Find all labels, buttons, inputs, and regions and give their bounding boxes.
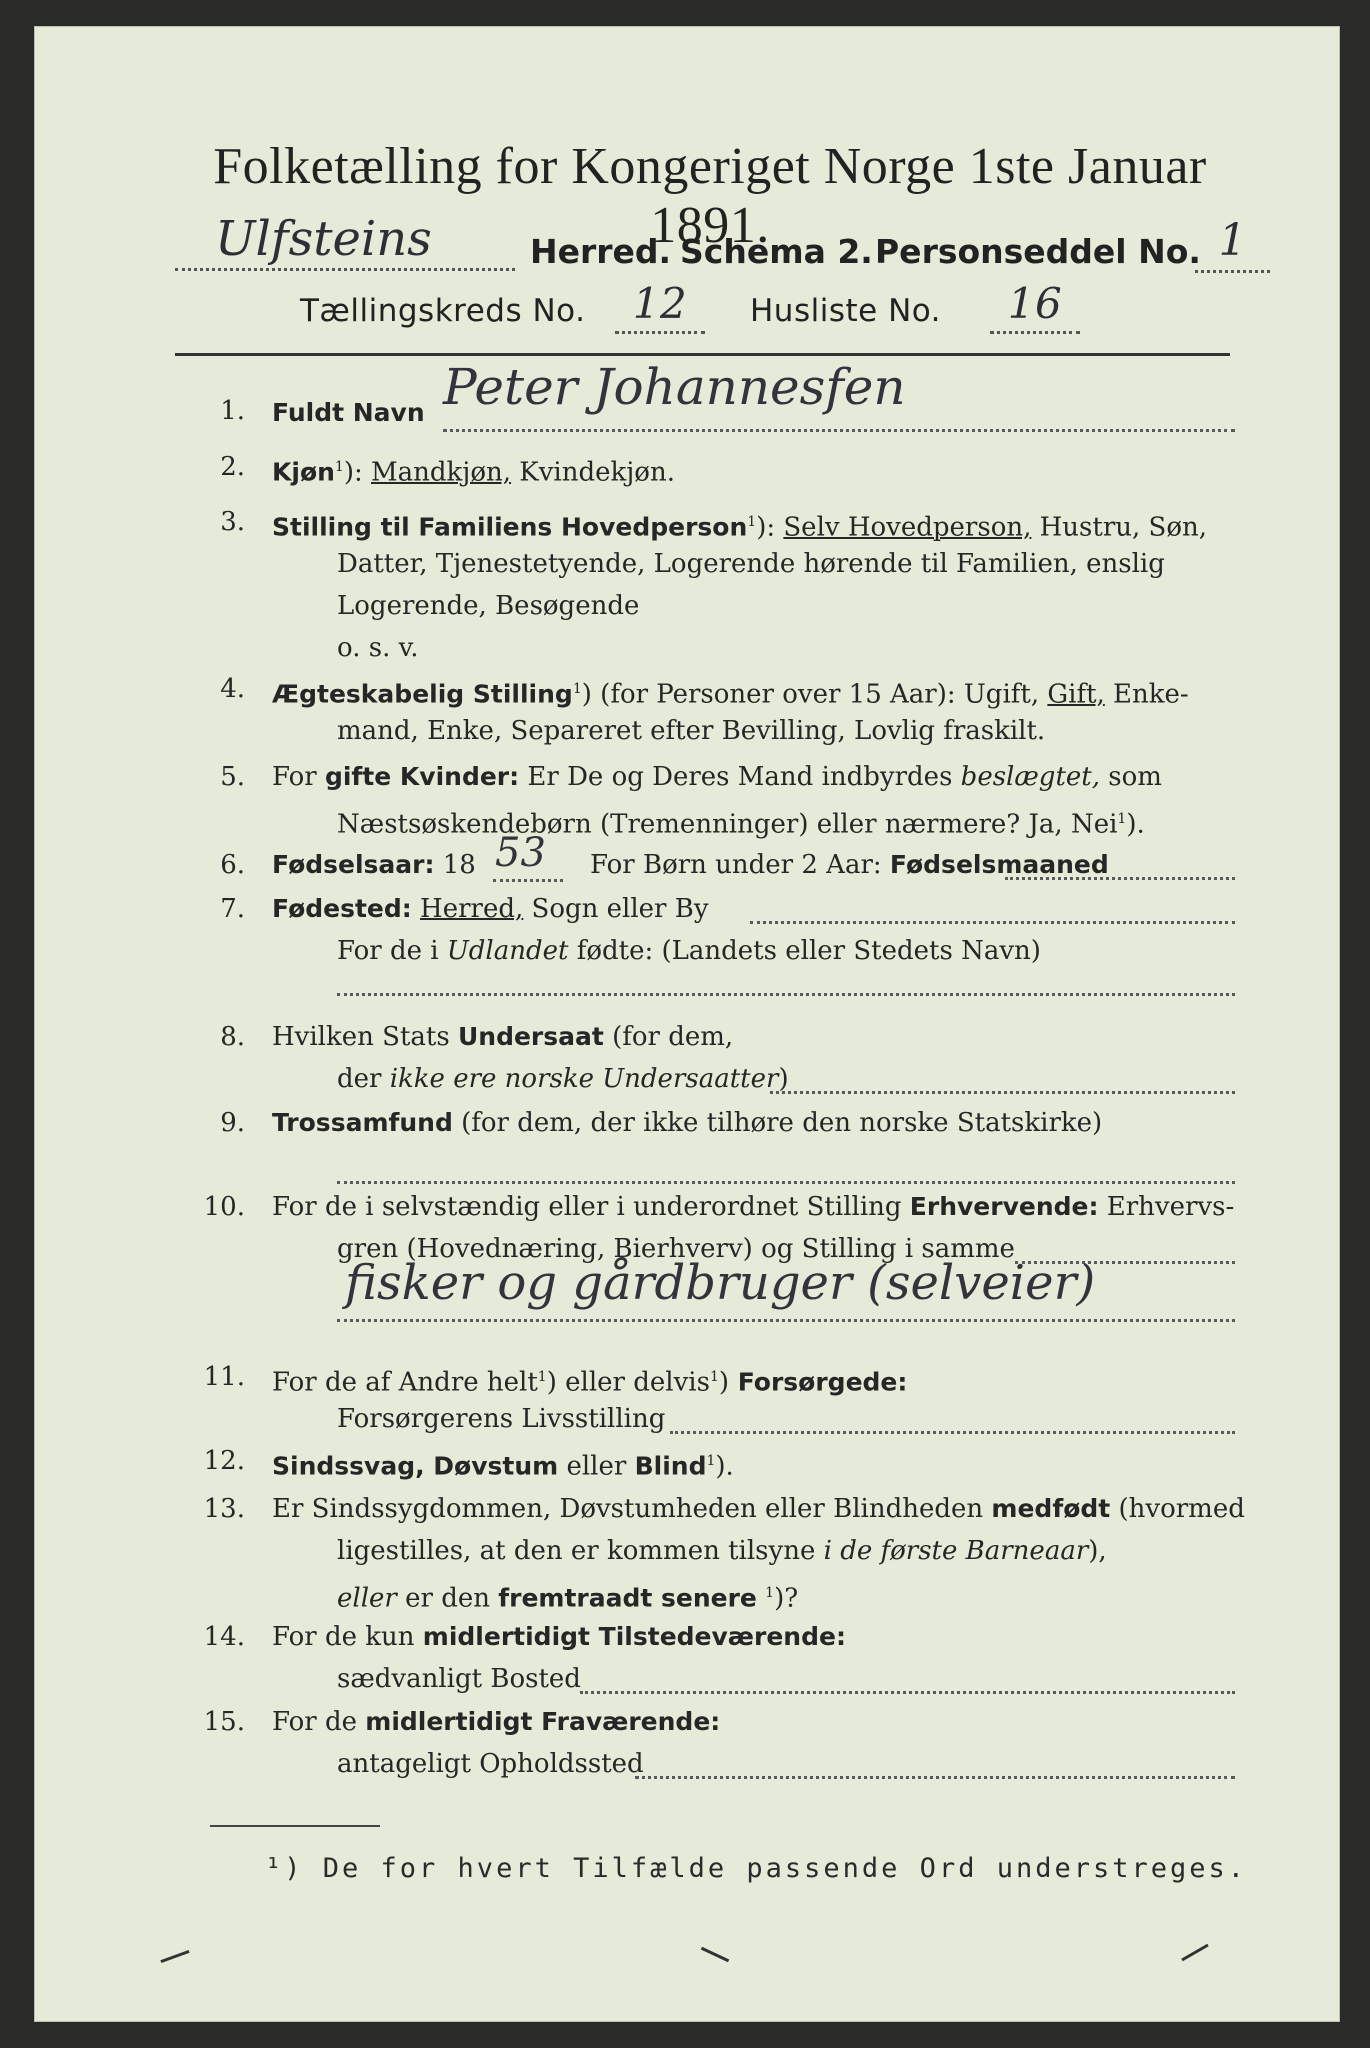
text: Sogn eller By (523, 894, 709, 924)
item-3-family-position: 3. Stilling til Familiens Hovedperson$^1$): Selv Hovedperson, Hustru, Søn, Datter, Tjenestetyende, Logerende hørende til Familien, enslig Logerende, Besøgende o. s. v. (175, 502, 1235, 672)
item-number: 5. (220, 762, 245, 792)
field-label: medfødt (991, 1494, 1111, 1523)
item-1-full-name (175, 358, 1235, 435)
text: eller delvis (556, 1367, 710, 1398)
item-4-marital-status: 4. Ægteskabelig Stilling$^1$) (for Personer over 15 Aar): Ugift, Gift, Enke- mand, Enke, Separeret efter Bevilling, Lovlig fraskilt. (175, 669, 1235, 759)
field-label: Undersaat (457, 1022, 604, 1051)
field-label: Blind (634, 1451, 707, 1481)
marital-options-line2: mand, Enke, Separeret efter Bevilling, Lovlig fraskilt. (337, 716, 1046, 746)
text: (for dem, (603, 1022, 734, 1052)
personseddel-label: Personseddel No. (875, 232, 1201, 271)
italic-text: Udlandet (446, 936, 569, 966)
supporter-line: Forsørgerens Livsstilling (337, 1404, 666, 1434)
text: For de i (337, 936, 447, 966)
item-number: 6. (220, 850, 245, 880)
text: For de i selvstændig eller i underordnet Stilling (272, 1192, 910, 1222)
footnote: ¹) De for hvert Tilfælde passende Ord understreges. (265, 1853, 1248, 1884)
corner-mark (1181, 1944, 1208, 1962)
gender-male-underlined: Mandkjøn, (371, 457, 512, 488)
text: er den (396, 1583, 499, 1614)
item-number: 10. (203, 1192, 245, 1222)
text: For de af Andre helt (272, 1367, 538, 1398)
field-label: midlertidigt Tilstedeværende: (422, 1622, 846, 1651)
header-rule (175, 353, 1230, 356)
item-number: 3. (220, 507, 245, 537)
dotted-fill (670, 1431, 1235, 1434)
text: ligestilles, at den er kommen tilsyne (337, 1536, 824, 1566)
husliste-no: 16 (990, 277, 1080, 334)
item-number: 11. (203, 1362, 245, 1392)
field-label: Fuldt Navn (272, 398, 425, 427)
herred-name: Ulfsteins (175, 210, 515, 271)
item-13-congenital: 13. Er Sindssygdommen, Døvstumheden eller Blindheden medfødt (hvormed ligestilles, at den er kommen tilsyne i de første Barneaar), eller er den fremtraadt senere $^1$)? (175, 1489, 1235, 1619)
dotted-fill (493, 879, 563, 882)
birth-year-prefix: 18 (434, 850, 476, 880)
dotted-fill (337, 1319, 1235, 1322)
item-15-temporary-absent (175, 1702, 1235, 1792)
field-label: fremtraadt senere (498, 1583, 757, 1613)
item-number: 15. (203, 1707, 245, 1737)
text: (for dem, der ikke tilhøre den norske Statskirke) (452, 1108, 1103, 1138)
italic-text: eller (337, 1583, 397, 1614)
text: Er De og Deres Mand indbyrdes (519, 762, 961, 792)
item-2-gender: 2. Kjøn$^1$): Mandkjøn, Kvindekjøn. (175, 447, 1235, 491)
form-title: Folketælling for Kongeriget Norge 1ste Januar 1891. (213, 138, 1207, 254)
item-number: 1. (220, 396, 245, 426)
field-label: Forsørgede: (729, 1367, 908, 1397)
text: Er Sindssygdommen, Døvstumheden eller Blindheden (272, 1494, 992, 1524)
field-label: Fødselsmaaned (889, 850, 1109, 879)
item-number: 13. (203, 1494, 245, 1524)
item-7-birthplace (175, 889, 1235, 1014)
item-number: 14. (203, 1622, 245, 1652)
dotted-fill (635, 1776, 1235, 1779)
item-14-temporary-present (175, 1617, 1235, 1707)
item-number: 12. (203, 1446, 245, 1476)
position-underlined: Selv Hovedperson, (783, 512, 1032, 543)
position-options-line4: o. s. v. (337, 633, 419, 663)
schema-label: Schema 2. (680, 232, 873, 271)
birth-year-value: 53 (495, 830, 546, 876)
stay-line: antageligt Opholdssted (337, 1749, 644, 1779)
birthplace-underlined: Herred, (420, 894, 524, 924)
item-9-religion (175, 1103, 1235, 1193)
taellingskreds-line (300, 279, 1200, 337)
item-number: 7. (220, 894, 245, 924)
dotted-fill (770, 1091, 1235, 1094)
field-label: Fødselsaar: (272, 850, 435, 879)
item-8-citizenship: 8. Hvilken Stats Undersaat (for dem, der ikke ere norske Undersaatter) (175, 1017, 1235, 1107)
field-label: Fødested: (272, 894, 412, 923)
dotted-fill (1005, 877, 1235, 880)
corner-mark (701, 1947, 729, 1962)
position-options-line3: Logerende, Besøgende (337, 591, 640, 621)
census-form-sheet (34, 26, 1340, 2022)
position-options: Hustru, Søn, (1031, 512, 1208, 543)
text: For Børn under 2 Aar: (590, 850, 890, 880)
item-11-supported: 11. For de af Andre helt$^1$) eller delvis$^1$) Forsørgede: Forsørgerens Livsstilling (175, 1357, 1235, 1447)
italic-text: ikke ere norske Undersaatter (389, 1064, 779, 1094)
text: eller (558, 1451, 635, 1482)
full-name-value: Peter Johannesfen (443, 358, 906, 416)
footnote-rule (210, 1825, 380, 1827)
field-label: Trossamfund (272, 1108, 453, 1137)
item-number: 9. (220, 1108, 245, 1138)
occupation-value: fisker og gårdbruger (selveier) (345, 1255, 1096, 1311)
item-10-occupation (175, 1187, 1235, 1347)
field-label: gifte Kvinder: (324, 762, 520, 791)
field-label: Ægteskabelig Stilling (272, 679, 573, 709)
marital-underlined: Gift, (1047, 679, 1105, 710)
taellingskreds-no: 12 (615, 277, 705, 334)
dotted-fill (580, 1691, 1235, 1694)
text: der (337, 1064, 390, 1094)
text: som (1100, 762, 1162, 792)
italic-text: beslægtet, (960, 762, 1100, 792)
marital-text-end: Enke- (1104, 679, 1189, 710)
dotted-fill (337, 1181, 1235, 1184)
herred-line (175, 211, 1265, 276)
field-label: Stilling til Familiens Hovedperson (272, 512, 748, 542)
text: (hvormed (1110, 1494, 1245, 1524)
corner-mark (160, 1950, 189, 1963)
taellingskreds-label: Tællingskreds No. (300, 293, 586, 329)
personseddel-no: 1 (1195, 212, 1270, 273)
field-label: Erhvervende: (909, 1192, 1099, 1221)
text: For de kun (272, 1622, 423, 1652)
field-label: Sindssvag, Døvstum (272, 1451, 559, 1481)
text: Hvilken Stats (272, 1022, 458, 1052)
text: Erhvervs- (1098, 1192, 1235, 1222)
marital-text: (for Personer over 15 Aar): Ugift, (600, 679, 1048, 710)
field-label: midlertidigt Fraværende: (365, 1707, 721, 1736)
item-5-married-women: 5. For gifte Kvinder: Er De og Deres Mand indbyrdes beslægtet, som Næstsøskendebørn (Tremenninger) eller nærmere? Ja, Nei$^1$). (175, 757, 1235, 847)
question-line2: Næstsøskendebørn (Tremenninger) eller nærmere? Ja, Nei (337, 809, 1118, 840)
item-number: 8. (220, 1022, 245, 1052)
husliste-label: Husliste No. (750, 293, 942, 329)
text: For de (272, 1707, 366, 1737)
italic-text: i de første Barneaar (823, 1536, 1089, 1566)
text: For (272, 762, 325, 792)
gender-option: Kvindekjøn. (511, 457, 675, 488)
field-label: Kjøn (272, 457, 335, 487)
item-12-disability: 12. Sindssvag, Døvstum eller Blind$^1$). (175, 1441, 1235, 1485)
item-number: 4. (220, 674, 245, 704)
text: fødte: (Landets eller Stedets Navn) (568, 936, 1041, 966)
item-number: 2. (220, 452, 245, 482)
dotted-fill (443, 429, 1235, 432)
position-options-line2: Datter, Tjenestetyende, Logerende hørende til Familien, enslig (337, 549, 1165, 579)
residence-line: sædvanligt Bosted (337, 1664, 581, 1694)
dotted-fill (337, 993, 1235, 996)
dotted-fill (750, 921, 1235, 924)
occupation-line2: gren (Hovednæring, Bierhverv) og Stilling i samme (337, 1234, 1015, 1264)
item-6-birth-year (175, 830, 1235, 889)
herred-label: Herred. (530, 232, 672, 271)
